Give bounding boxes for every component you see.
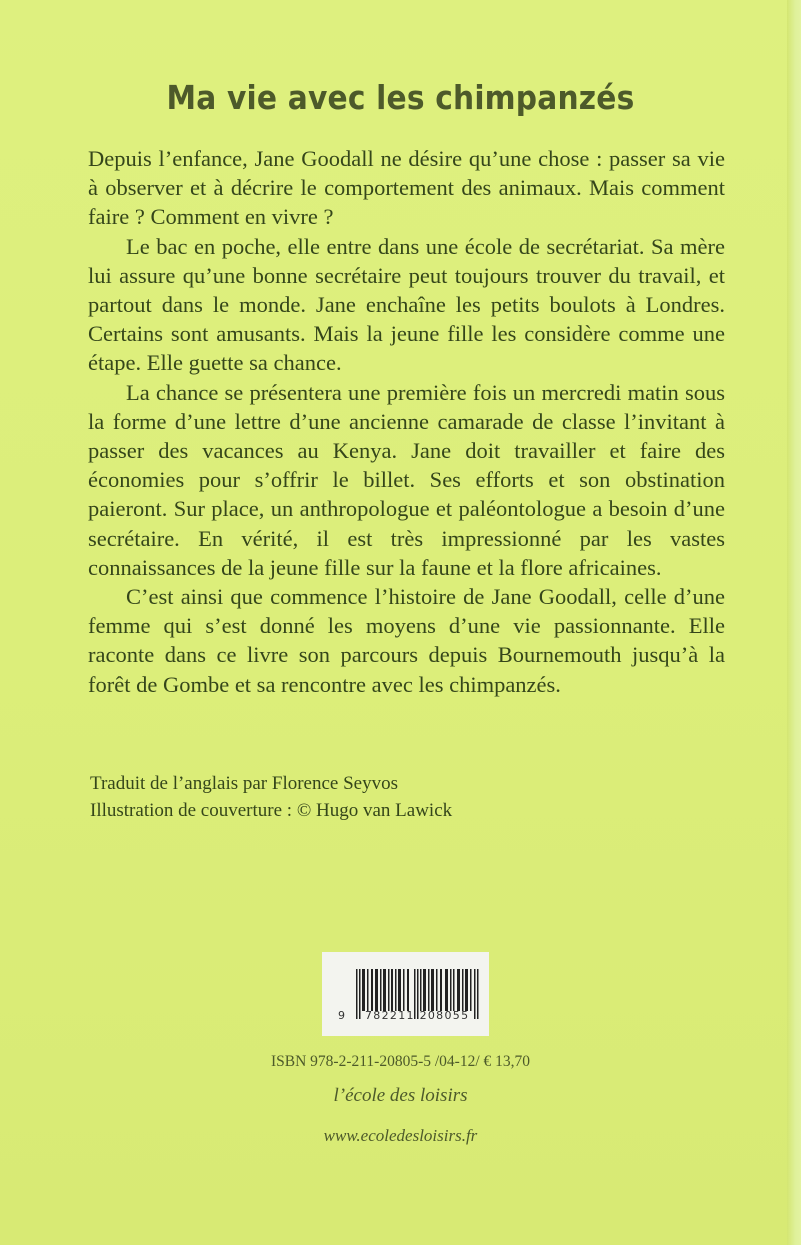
publisher-website: www.ecoledesloisirs.fr	[323, 1126, 478, 1145]
translation-credit: Traduit de l’anglais par Florence Seyvos	[90, 773, 398, 794]
blurb-paragraph: C’est ainsi que commence l’histoire de Jane Goodall, celle d’une femme qui s’est donné les moyens d’une vie passionnante. Elle raconte dans ce livre son parcours depuis Bournemouth jusqu’à la forêt de Gombe et sa rencontre avec les chimpanzés.	[88, 584, 725, 697]
blurb-paragraph: La chance se présentera une première fois un mercredi matin sous la forme d’une lettre d’une ancienne camarade de classe l’invitant à passer des vacances au Kenya. Jane doit travailler et faire des économies pour s’offrir le billet. Ses efforts et son obstination paieront. Sur place, un anthropologue et paléontologue a besoin d’une secrétaire. En vérité, il est très impressionné par les vastes connaissances de la jeune fille sur la faune et la flore africaines.	[88, 379, 725, 580]
barcode-first-digit: 9	[338, 1009, 345, 1022]
isbn-price: ISBN 978-2-211-20805-5 /04-12/ € 13,70	[270, 1053, 531, 1070]
illustration-credit: Illustration de couverture : © Hugo van Lawick	[90, 800, 453, 821]
blurb	[88, 144, 725, 699]
book-title: Ma vie avec les chimpanzés	[166, 78, 635, 117]
barcode	[322, 952, 489, 1036]
publisher-name: l’école des loisirs	[333, 1085, 468, 1106]
blurb-paragraph: Depuis l’enfance, Jane Goodall ne désire qu’une chose : passer sa vie à observer et à décrire le comportement des animaux. Mais comment faire ? Comment en vivre ?	[88, 146, 725, 230]
barcode-digits: 782211 208055	[365, 1009, 470, 1022]
blurb-paragraph: Le bac en poche, elle entre dans une école de secrétariat. Sa mère lui assure qu’une bonne secrétaire peut toujours trouver du travail, et partout dans le monde. Jane enchaîne les petits boulots à Londres. Certains sont amusants. Mais la jeune fille les considère comme une étape. Elle guette sa chance.	[88, 233, 725, 376]
credits	[90, 770, 452, 824]
